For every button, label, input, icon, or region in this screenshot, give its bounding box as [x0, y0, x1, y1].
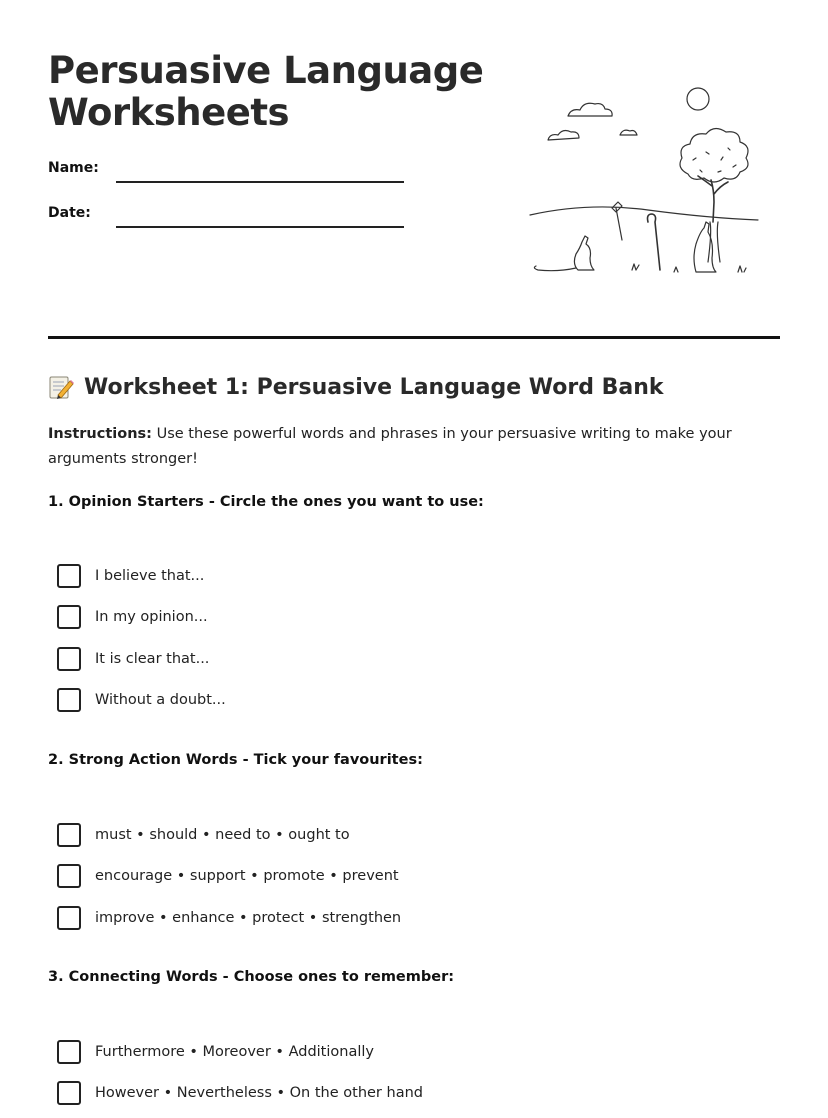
kangaroo-icon — [694, 222, 716, 272]
action-words-list — [57, 814, 401, 939]
cloud-icon — [548, 131, 579, 140]
checkbox[interactable] — [57, 605, 81, 629]
date-label: Date: — [48, 205, 91, 221]
item-label: improve • enhance • protect • strengthen — [95, 909, 402, 926]
checkbox[interactable] — [57, 1040, 81, 1064]
kangaroo-icon — [574, 236, 594, 270]
section-action-words-title: 2. Strong Action Words - Tick your favourites: — [48, 752, 423, 768]
item-label: I believe that... — [95, 567, 205, 584]
checkbox[interactable] — [57, 647, 81, 671]
item-label: encourage • support • promote • prevent — [95, 868, 399, 885]
worksheet-1-title: Worksheet 1: Persuasive Language Word Bank — [84, 374, 664, 400]
sun-icon — [687, 88, 709, 110]
list-item[interactable] — [57, 897, 401, 939]
list-item[interactable] — [57, 1114, 423, 1118]
memo-pencil-icon — [48, 374, 74, 400]
date-line[interactable] — [116, 226, 404, 228]
checkbox[interactable] — [57, 564, 81, 588]
section-opinion-starters-title: 1. Opinion Starters - Circle the ones you want to use: — [48, 494, 484, 510]
instructions-text: Use these powerful words and phrases in your persuasive writing to make your arguments stronger! — [48, 426, 732, 467]
instructions — [48, 422, 768, 472]
item-label: must • should • need to • ought to — [95, 826, 350, 843]
item-label: It is clear that... — [95, 650, 210, 667]
checkbox[interactable] — [57, 823, 81, 847]
list-item[interactable] — [57, 814, 401, 856]
list-item[interactable] — [57, 1031, 423, 1073]
opinion-starters-list — [57, 555, 226, 721]
outback-illustration — [528, 82, 768, 292]
cloud-icon — [620, 130, 637, 135]
date-field[interactable] — [48, 205, 408, 235]
header-divider — [48, 336, 780, 339]
checkbox[interactable] — [57, 864, 81, 888]
checkbox[interactable] — [57, 906, 81, 930]
worksheet-1-heading — [48, 374, 664, 400]
connecting-words-list — [57, 1031, 423, 1118]
item-label: In my opinion... — [95, 609, 208, 626]
list-item[interactable] — [57, 555, 226, 597]
list-item[interactable] — [57, 680, 226, 722]
item-label: Furthermore • Moreover • Additionally — [95, 1043, 374, 1060]
section-connecting-words-title: 3. Connecting Words - Choose ones to remember: — [48, 969, 455, 985]
worksheet-page — [48, 0, 780, 1118]
name-field[interactable] — [48, 160, 408, 190]
name-line[interactable] — [116, 181, 404, 183]
item-label: However • Nevertheless • On the other hand — [95, 1085, 423, 1102]
list-item[interactable] — [57, 856, 401, 898]
item-label: Without a doubt... — [95, 692, 226, 709]
cloud-icon — [568, 103, 612, 116]
title-line-2: Worksheets — [48, 91, 290, 134]
checkbox[interactable] — [57, 688, 81, 712]
list-item[interactable] — [57, 597, 226, 639]
title-line-1: Persuasive Language — [48, 49, 484, 92]
name-label: Name: — [48, 160, 99, 176]
checkbox[interactable] — [57, 1081, 81, 1105]
list-item[interactable] — [57, 638, 226, 680]
page-title — [48, 50, 508, 134]
instructions-label: Instructions: — [48, 426, 152, 442]
list-item[interactable] — [57, 1073, 423, 1115]
